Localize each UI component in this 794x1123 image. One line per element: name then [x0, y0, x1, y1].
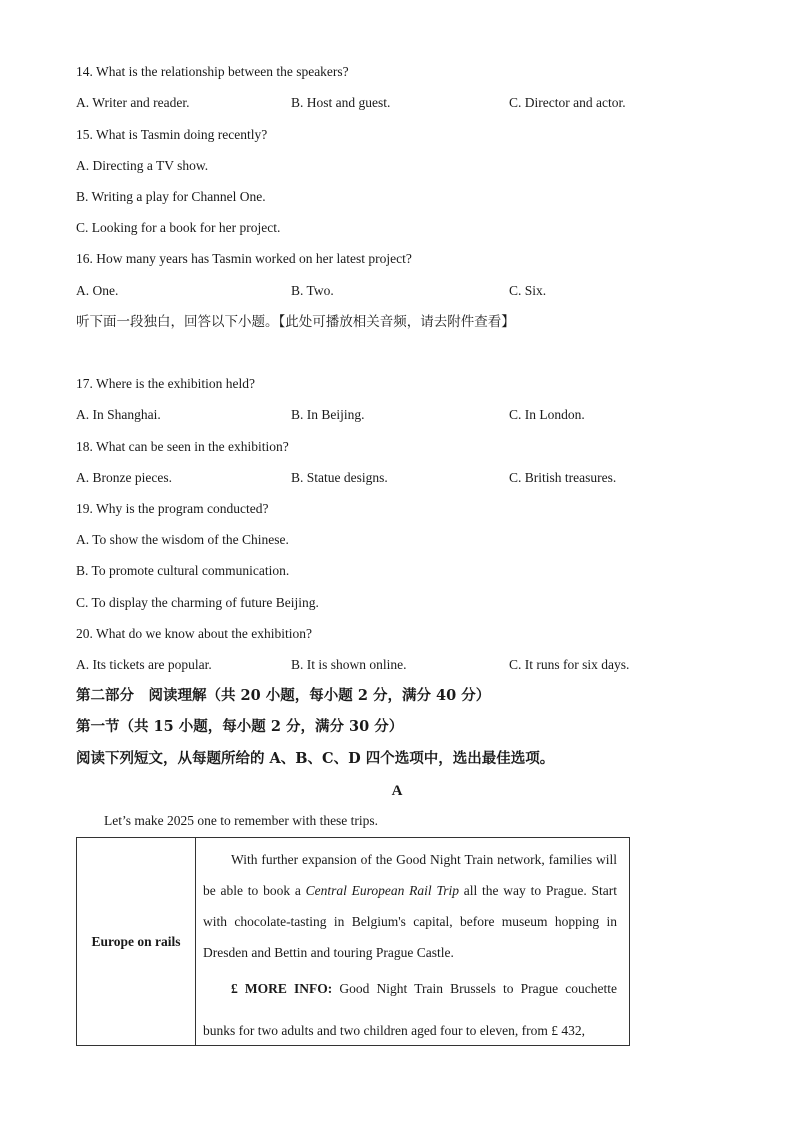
trip-description-cell — [196, 838, 630, 1046]
option-14-a: A. Writer and reader. — [76, 95, 190, 110]
question-20: 20. What do we know about the exhibition? — [76, 626, 312, 641]
options-14 — [76, 95, 716, 111]
option-20-c: C. It runs for six days. — [509, 657, 630, 672]
option-18-b: B. Statue designs. — [291, 470, 388, 485]
trip-p1-before: With further expansion of the Good Night Train network, families will be able to book a — [203, 852, 617, 898]
trip-paragraph-2 — [203, 968, 617, 1052]
option-17-c: C. In London. — [509, 407, 585, 422]
option-19-c: C. To display the charming of future Beijing. — [76, 595, 319, 610]
trip-description — [203, 844, 617, 1052]
options-17 — [76, 407, 716, 423]
reading-instruction: 阅读下列短文，从每题所给的 A、B、C、D 四个选项中，选出最佳选项。 — [76, 750, 555, 767]
option-15-c: C. Looking for a book for her project. — [76, 220, 281, 235]
part2-title: 第二部分 阅读理解（共 20 小题，每小题 2 分，满分 40 分） — [76, 687, 491, 704]
option-16-a: A. One. — [76, 283, 119, 298]
question-17: 17. Where is the exhibition held? — [76, 376, 255, 391]
question-15: 15. What is Tasmin doing recently? — [76, 127, 268, 142]
trip-paragraph-1 — [203, 844, 617, 968]
table-row — [77, 838, 630, 1046]
trip-table — [76, 837, 630, 1046]
option-19-a: A. To show the wisdom of the Chinese. — [76, 532, 289, 547]
section1-title: 第一节（共 15 小题，每小题 2 分，满分 30 分） — [76, 718, 404, 735]
option-20-b: B. It is shown online. — [291, 657, 407, 672]
option-18-a: A. Bronze pieces. — [76, 470, 172, 485]
options-16 — [76, 283, 716, 299]
option-14-c: C. Director and actor. — [509, 95, 626, 110]
trip-p1-italic: Central European Rail Trip — [305, 883, 459, 898]
more-info-text: Good Night Train Brussels to Prague couchette bunks for two adults and two children aged four to eleven, from £ 432, — [203, 981, 617, 1038]
option-14-b: B. Host and guest. — [291, 95, 391, 110]
passage-label: A — [391, 783, 403, 799]
options-20 — [76, 657, 716, 673]
option-17-a: A. In Shanghai. — [76, 407, 161, 422]
question-18: 18. What can be seen in the exhibition? — [76, 439, 289, 454]
option-19-b: B. To promote cultural communication. — [76, 563, 290, 578]
monologue-instruction: 听下面一段独白，回答以下小题。【此处可播放相关音频，请去附件查看】 — [76, 314, 515, 330]
trip-p1-after: all the way to Prague. Start with chocolate-tasting in Belgium's capital, before museum hopping in Dresden and Bettin and touring Prague Castle. — [203, 883, 617, 960]
option-18-c: C. British treasures. — [509, 470, 617, 485]
option-17-b: B. In Beijing. — [291, 407, 365, 422]
option-16-b: B. Two. — [291, 283, 334, 298]
option-20-a: A. Its tickets are popular. — [76, 657, 212, 672]
option-15-a: A. Directing a TV show. — [76, 158, 209, 173]
question-14: 14. What is the relationship between the speakers? — [76, 64, 349, 79]
more-info-label: £ MORE INFO: — [231, 981, 333, 996]
passage-intro: Let’s make 2025 one to remember with these trips. — [104, 813, 379, 828]
trip-name-cell: Europe on rails — [77, 838, 196, 1046]
question-19: 19. Why is the program conducted? — [76, 501, 269, 516]
option-16-c: C. Six. — [509, 283, 547, 298]
options-18 — [76, 470, 716, 486]
option-15-b: B. Writing a play for Channel One. — [76, 189, 266, 204]
question-16: 16. How many years has Tasmin worked on her latest project? — [76, 251, 412, 266]
